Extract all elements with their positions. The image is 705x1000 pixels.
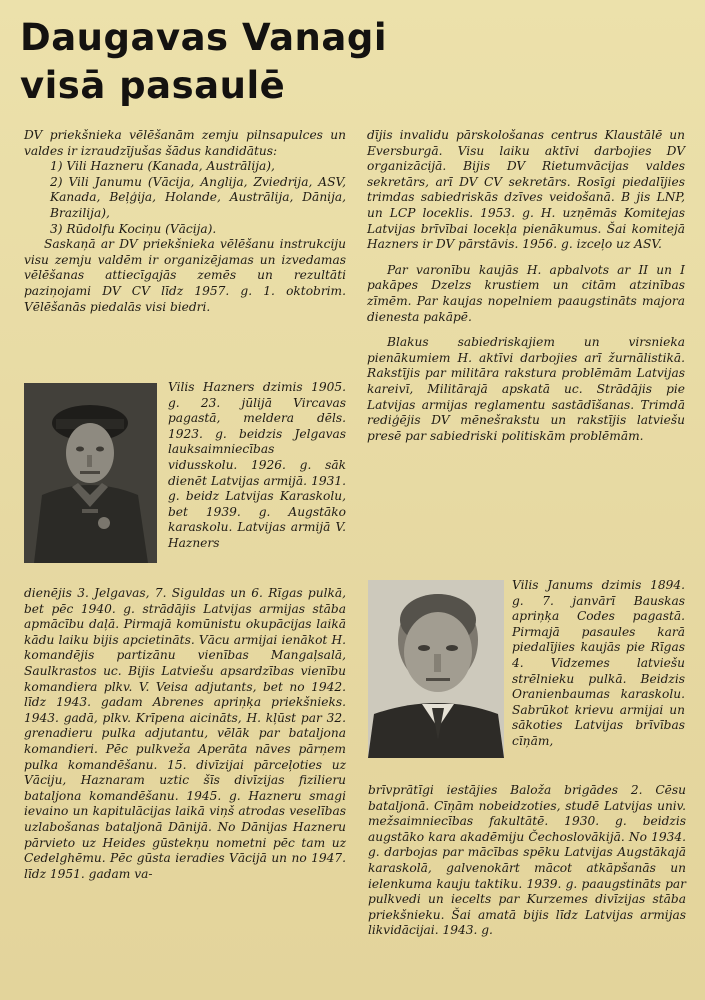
bio-hazners-side-text: Vilis Hazners dzimis 1905. g. 23. jūlijā Vircavas pagastā, meldera dēls. 1923. g. beidzis Jelgavas lauksaimniecības vidusskolu. 1926. g. sāk dienēt Latvijas armijā. 1931. g. beidz Latvijas Karaskolu, bet 1939. g. Augstāko karaskolu. Latvijas armijā V. Hazners: [168, 380, 346, 550]
bio-hazners-full-text: dienējis 3. Jelgavas, 7. Siguldas un 6. Rīgas pulkā, bet pēc 1940. g. strādājis Latvijas armijas stāba apmācību daļā. Pirmajā komūnistu okupācijas laikā kādu laiku bijis apcietināts. Vācu armijai ienākot H. komandējis partizānu vienības Mangaļsalā, Saulkrastos uc. Bijis Latviešu apsardzības vienību komandiera plkv. V. Veisa adjutants, bet no 1942. līdz 1943. gadam Abrenes apriņķa priekšnieks. 1943. gadā, plkv. Krīpena aicināts, H. kļūst par 32. grenadieru pulka adjutantu, vēlāk par bataljona komandieri. Pēc pulkveža Aperāta nāves pārņem pulka komandēšanu. 15. divīzijai pārceļoties uz Vāciju, Haznaram uztic šīs divīzijas fizilieru bataljona komandēšanu. 1945. g. Hazneru smagi ievaino un kapitulācijas laikā viņš atrodas veselības uzlabošanas bataljonā Dānijā. No Dānijas Hazneru pārvieto uz Heides gūstekņu nometni pēc tam uz Cedelghēmu. Pēc gūsta ieradies Vācijā un no 1947. līdz 1951. gadam va-: [24, 586, 346, 881]
portrait-janums: [368, 580, 504, 758]
right-paragraph-1: dījis invalidu pārskološanas centrus Klaustālē un Eversburgā. Visu laiku aktīvi darbojies DV organizācijā. Bijis DV Rietumvācijas valdes sekretārs, arī DV CV sekretārs. Rosīgi piedalījies trimdas sabiedriskās dzīves veidošanā. B jis LNP, un LCP loceklis. 1953. g. H. uzņēmās Komitejas Latvijas brīvībai locekļa pienākumus. Šai komitejā Hazners ir DV pārstāvis. 1956. g. izceļo uz ASV.: [367, 128, 685, 252]
candidate-1: 1) Vili Hazneru (Kanada, Austrālija),: [50, 159, 275, 174]
bio-hazners-body: [24, 586, 346, 882]
bio-janums-side-text: Vilis Janums dzimis 1894. g. 7. janvārī Bauskas apriņķa Codes pagastā. Pirmajā pasaules karā piedalījies kaujās pie Rīgas 4. Vidzemes latviešu strēlnieku pulkā. Beidzis Oranienbaumas karaskolu. Sabrūkot krievu armijai un sākoties Latvijas brīvības cīņām,: [512, 578, 685, 748]
intro-closing: Saskaņā ar DV priekšnieka vēlēšanu instrukciju visu zemju valdēm ir organizējamas un izvedamas vēlēšanas attiecīgajās zemēs un rezultāti paziņojami DV CV līdz 1957. g. 1. oktobrim. Vēlēšanās piedalās visi biedri.: [24, 237, 346, 314]
candidate-2: 2) Vili Janumu (Vācija, Anglija, Zviedrija, ASV, Kanada, Beļģija, Holande, Austrālija, Dānija, Brazilija),: [50, 174, 346, 220]
bio-janums-full-text: brīvprātīgi iestājies Baloža brigādes 2. Cēsu bataljonā. Cīņām nobeidzoties, studē Latvijas univ. mežsaimniecības fakultātē. 1930. g. beidzis augstāko kara akadēmiju Čechoslovākijā. No 1934. g. darbojas par mācības spēku Latvijas Augstākajā karaskolā, galvenokārt mācot atkāpšanās un ielenkuma kauju taktiku. 1939. g. paaugstināts par pulkvedi un iecelts par Kurzemes divīzijas stāba priekšnieku. Šai amatā bijis līdz Latvijas armijas likvidācijai. 1943. g.: [368, 783, 686, 938]
right-paragraph-3: Blakus sabiedriskajiem un virsnieka pienākumiem H. aktīvi darbojies arī žurnālistikā. Rakstījis par militāra rakstura problēmām Latvijas kareivī, Militārajā apskatā uc. Strādājis pie Latvijas armijas reglamentu sastādīšanas. Trimdā rediģējis DV mēnešrakstu un rakstījis latviešu presē par sabiedriski politiskām problēmām.: [367, 335, 685, 443]
bio-janums-intro: [512, 578, 685, 750]
candidate-3: 3) Rūdolfu Kociņu (Vācija).: [50, 221, 217, 236]
bio-janums-body: [368, 783, 686, 939]
right-column: [367, 128, 685, 454]
title-line-1: Daugavas Vanagi: [20, 16, 388, 59]
intro-lead: DV priekšnieka vēlēšanām zemju pilnsapulces un valdes ir izraudzījušas šādus kandidātus:: [24, 128, 346, 158]
title-line-2: visā pasaulē: [20, 64, 286, 107]
intro-column: [24, 128, 346, 325]
portrait-hazners: [24, 383, 157, 563]
right-paragraph-2: Par varonību kaujās H. apbalvots ar II un I pakāpes Dzelzs krustiem un citām atzinības zīmēm. Par kaujas nopelniem paaugstināts majora dienesta pakāpē.: [367, 262, 685, 324]
bio-hazners-intro: [168, 380, 346, 552]
article-title: [20, 14, 387, 110]
